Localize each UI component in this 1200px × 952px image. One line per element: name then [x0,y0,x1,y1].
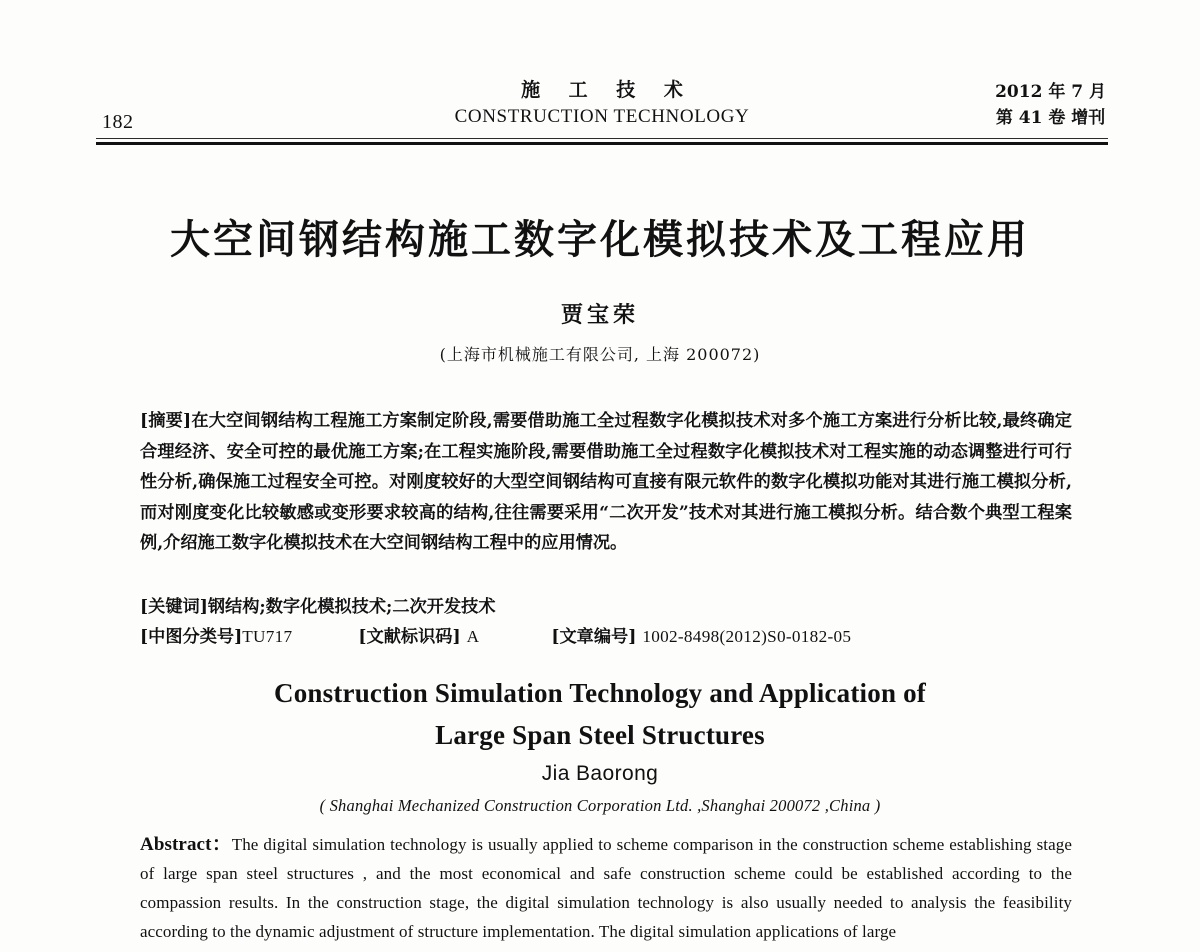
keywords-cn [140,592,1072,622]
article-no-label: [文章编号] [551,627,637,647]
article-title-en-line1: Construction Simulation Technology and Application of [274,678,926,708]
clc-label: [中图分类号] [140,627,243,647]
article-affiliation-en: ( Shanghai Mechanized Construction Corporation Ltd. ,Shanghai 200072 ,China ) [319,796,881,815]
issue-volume: 第 41 卷 增刊 [995,108,1106,129]
article-author-en: Jia Baorong [541,762,659,785]
doc-code-label: [文献标识码] [358,627,461,647]
article-title-en [0,672,1200,756]
article-author-cn: 贾宝荣 [560,302,639,328]
doc-code-segment [358,627,479,647]
article-no-segment [551,627,851,647]
abstract-en-body: The digital simulation technology is usually applied to scheme comparison in the construction scheme establishing stage of large span steel structures , and the most economical and safe construction scheme could be established according to the compassion results. In the construction stage, the digital simulation technology is also usually needed to analysis the feasibility according to the dynamic adjustment of structure implementation. The digital simulation applications of large [140,835,1072,941]
doc-code-value: A [466,627,480,646]
abstract-en-label: Abstract： [140,834,232,855]
keywords-value: 钢结构;数字化模拟技术;二次开发技术 [207,597,496,617]
clc-value: TU717 [242,627,293,646]
journal-masthead [96,78,1108,128]
keywords-label: [关键词] [140,597,208,617]
abstract-cn-label: [摘要] [140,411,192,431]
abstract-en [140,830,1072,946]
header-rule-thick [96,142,1108,145]
abstract-cn-body: 在大空间钢结构工程施工方案制定阶段,需要借助施工全过程数字化模拟技术对多个施工方案进行分析比较,最终确定合理经济、安全可控的最优施工方案;在工程实施阶段,需要借助施工全过程数字化模拟技术对工程实施的动态调整进行可行性分析,确保施工过程安全可控。对刚度较好的大型空间钢结构可直接有限元软件的数字化模拟功能对其进行施工模拟分析,而对刚度变化比较敏感或变形要求较高的结构,往往需要采用“二次开发”技术对其进行施工模拟分析。结合数个典型工程案例,介绍施工数字化模拟技术在大空间钢结构工程中的应用情况。 [140,411,1072,553]
classification-line [140,622,1072,652]
journal-title-en: CONSTRUCTION TECHNOLOGY [454,105,750,127]
article-title-cn: 大空间钢结构施工数字化模拟技术及工程应用 [170,216,1030,263]
journal-title-cn: 施 工 技 术 [521,79,694,101]
issue-date: 2012 年 7 月 [995,82,1106,102]
clc-segment [140,627,292,647]
issue-info [995,79,1106,132]
article-no-value: 1002-8498(2012)S0-0182-05 [642,627,852,646]
article-affiliation-cn: (上海市机械施工有限公司, 上海 200072) [439,345,761,364]
article-title-en-line2: Large Span Steel Structures [435,720,765,750]
header-divider [96,138,1108,145]
page-number: 182 [102,111,134,133]
running-header [96,78,1108,136]
abstract-cn [140,406,1072,559]
